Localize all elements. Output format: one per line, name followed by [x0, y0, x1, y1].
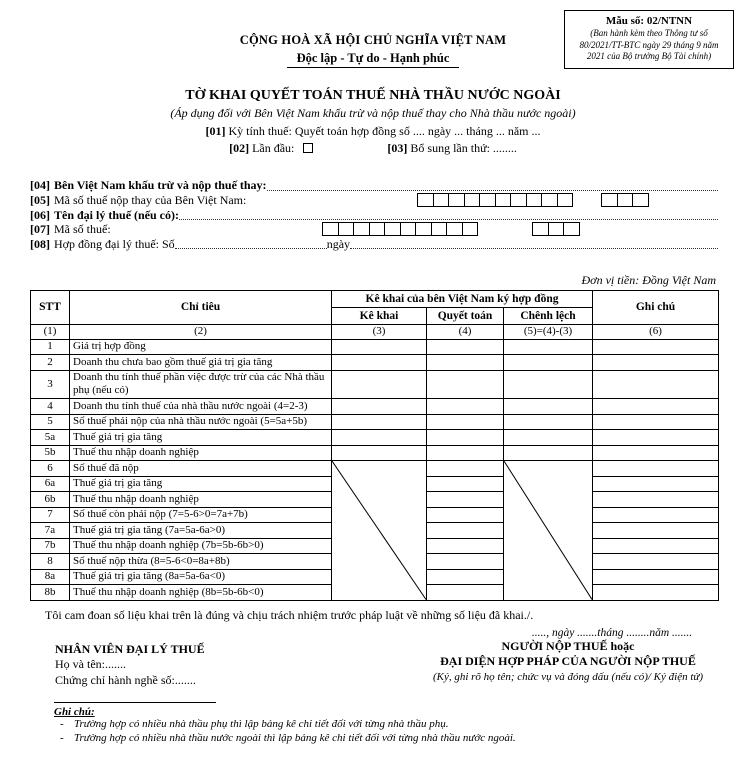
- declaration-table: [30, 290, 719, 601]
- difference-cell: [504, 445, 593, 461]
- col-num: (1): [31, 324, 70, 339]
- finalized-cell: [427, 538, 504, 554]
- tax-id-boxes-main[interactable]: [418, 193, 573, 207]
- tax-id-digit-box[interactable]: [495, 193, 512, 207]
- finalized-cell: [427, 370, 504, 399]
- declared-cell: [332, 339, 427, 355]
- tax-agent-signature-block: [0, 642, 330, 689]
- tax-id-digit-box[interactable]: [322, 222, 339, 236]
- criteria-cell: Doanh thu chưa bao gồm thuế giá trị gia tăng: [70, 355, 332, 371]
- field-05-row: [30, 193, 718, 208]
- tax-id-digit-box[interactable]: [384, 222, 401, 236]
- bullet-dash: -: [60, 718, 64, 731]
- substitute-tax-id-label: Mã số thuế nộp thay của Bên Việt Nam:: [54, 192, 247, 207]
- stt-cell: 6b: [31, 492, 70, 508]
- supplement-group: [387, 141, 517, 156]
- supplement-value[interactable]: ........: [492, 141, 517, 155]
- notes-cell: [593, 445, 719, 461]
- criteria-cell: Thuế giá trị gia tăng: [70, 476, 332, 492]
- criteria-cell: Doanh thu tính thuế phần việc được trừ của các Nhà thầu phụ (nếu có): [70, 370, 332, 399]
- tax-id-digit-box[interactable]: [369, 222, 386, 236]
- criteria-cell: Thuế thu nhập doanh nghiệp: [70, 445, 332, 461]
- table-row: [31, 370, 719, 399]
- diagonal-line: [504, 461, 592, 600]
- field-02-number: [02]: [229, 141, 250, 155]
- header-criteria: Chỉ tiêu: [70, 290, 332, 324]
- finalized-cell: [427, 355, 504, 371]
- tax-id-digit-box[interactable]: [526, 193, 543, 207]
- difference-cell: [504, 370, 593, 399]
- footnote-section: [54, 702, 746, 745]
- header-notes: Ghi chú: [593, 290, 719, 324]
- diagonal-strike-cell: [332, 461, 427, 601]
- stt-cell: 2: [31, 355, 70, 371]
- difference-cell: [504, 355, 593, 371]
- criteria-cell: Doanh thu tính thuế của nhà thầu nước ngoài (4=2-3): [70, 399, 332, 415]
- notes-cell: [593, 355, 719, 371]
- legal-representative-title: ĐẠI DIỆN HỢP PHÁP CỦA NGƯỜI NỘP THUẾ: [440, 653, 696, 668]
- table-row: [31, 339, 719, 355]
- footnote-divider: [54, 702, 216, 703]
- stt-cell: 7: [31, 507, 70, 523]
- criteria-cell: Thuế thu nhập doanh nghiệp (8b=5b-6b<0): [70, 585, 332, 601]
- footnote-text: Trường hợp có nhiều nhà thầu nước ngoài thì lập bảng kê chi tiết đối với từng nhà thầu nước ngoài.: [74, 731, 516, 744]
- criteria-cell: Thuế thu nhập doanh nghiệp: [70, 492, 332, 508]
- finalized-cell: [427, 507, 504, 523]
- supplement-label: Bổ sung lần thứ:: [410, 141, 490, 155]
- stt-cell: 8a: [31, 569, 70, 585]
- difference-cell: [504, 399, 593, 415]
- table-row: [31, 414, 719, 430]
- col-num: (3): [332, 324, 427, 339]
- contract-date-label: ngày: [326, 236, 351, 251]
- declared-cell: [332, 414, 427, 430]
- signing-instruction: (Ký, ghi rõ họ tên; chức vụ và đóng dấu (nếu có)/ Ký điện tử): [432, 670, 704, 683]
- header-declared: Kê khai: [332, 307, 427, 324]
- difference-cell: [504, 339, 593, 355]
- criteria-cell: Thuế giá trị gia tăng (8a=5a-6a<0): [70, 569, 332, 585]
- col-num: (5)=(4)-(3): [504, 324, 593, 339]
- form-subtitle: (Áp dụng đối với Bên Việt Nam khấu trừ và nộp thuế thay cho Nhà thầu nước ngoài): [170, 106, 576, 120]
- table-row: [31, 430, 719, 446]
- notes-cell: [593, 370, 719, 399]
- header-finalized: Quyết toán: [427, 307, 504, 324]
- tax-id-digit-box[interactable]: [532, 222, 549, 236]
- footnote-item: [54, 718, 746, 732]
- stt-cell: 8b: [31, 585, 70, 601]
- footnote-title: Ghi chú:: [54, 706, 95, 719]
- agent-tax-id-boxes-branch[interactable]: [533, 222, 580, 236]
- tax-id-digit-box[interactable]: [448, 193, 465, 207]
- first-time-group: [229, 141, 313, 156]
- commitment-statement: Tôi cam đoan số liệu khai trên là đúng và chịu trách nhiệm trước pháp luật về những số liệu đã khai./.: [45, 607, 534, 622]
- field-01-number: [01]: [205, 124, 226, 138]
- vietnam-party-blank[interactable]: [267, 190, 718, 191]
- stt-cell: 5a: [31, 430, 70, 446]
- declared-cell: [332, 355, 427, 371]
- stt-cell: 6a: [31, 476, 70, 492]
- tax-id-boxes-branch[interactable]: [602, 193, 649, 207]
- footnote-text: Trường hợp có nhiều nhà thầu phụ thì lập bảng kê chi tiết đối với từng nhà thầu phụ.: [74, 718, 449, 731]
- notes-cell: [593, 414, 719, 430]
- finalized-cell: [427, 399, 504, 415]
- tax-id-digit-box[interactable]: [431, 222, 448, 236]
- tax-id-digit-box[interactable]: [464, 193, 481, 207]
- tax-id-digit-box[interactable]: [338, 222, 355, 236]
- taxpayer-title: NGƯỜI NỘP THUẾ hoặc: [501, 638, 635, 653]
- field-04-row: [30, 178, 718, 193]
- tax-id-digit-box[interactable]: [617, 193, 634, 207]
- finalized-cell: [427, 339, 504, 355]
- col-num: (6): [593, 324, 719, 339]
- header-row-1: [31, 290, 719, 307]
- field-08-row: [30, 236, 718, 251]
- declared-cell: [332, 399, 427, 415]
- notes-cell: [593, 538, 719, 554]
- tax-id-digit-box[interactable]: [446, 222, 463, 236]
- col-num: (4): [427, 324, 504, 339]
- stt-cell: 1: [31, 339, 70, 355]
- declared-cell: [332, 370, 427, 399]
- criteria-cell: Số thuế nộp thừa (8=5-6<0=8a+8b): [70, 554, 332, 570]
- criteria-cell: Số thuế phải nộp của nhà thầu nước ngoài (5=5a+5b): [70, 414, 332, 430]
- notes-cell: [593, 569, 719, 585]
- finalized-cell: [427, 414, 504, 430]
- taxpayer-signature-block: [402, 627, 734, 689]
- finalized-cell: [427, 523, 504, 539]
- field-03-number: [03]: [387, 141, 408, 155]
- bullet-dash: -: [60, 731, 64, 744]
- tax-id-digit-box[interactable]: [400, 222, 417, 236]
- staff-name-line[interactable]: Họ và tên:.......: [55, 657, 126, 672]
- tax-id-digit-box[interactable]: [632, 193, 649, 207]
- field-07-number: [07]: [30, 222, 50, 237]
- finalized-cell: [427, 476, 504, 492]
- tax-agent-name-label: Tên đại lý thuế (nếu có):: [54, 207, 180, 222]
- criteria-cell: Thuế giá trị gia tăng (7a=5a-6a>0): [70, 523, 332, 539]
- criteria-cell: Số thuế đã nộp: [70, 461, 332, 477]
- tax-id-digit-box[interactable]: [541, 193, 558, 207]
- tax-id-digit-box[interactable]: [563, 222, 580, 236]
- diagonal-line: [332, 461, 426, 600]
- notes-cell: [593, 492, 719, 508]
- notes-cell: [593, 523, 719, 539]
- notes-cell: [593, 585, 719, 601]
- tax-id-digit-box[interactable]: [433, 193, 450, 207]
- agent-tax-id-label: Mã số thuế:: [54, 222, 111, 237]
- notes-cell: [593, 476, 719, 492]
- tax-id-digit-box[interactable]: [510, 193, 527, 207]
- tax-id-digit-box[interactable]: [462, 222, 479, 236]
- field-05-number: [05]: [30, 192, 50, 207]
- tax-id-digit-box[interactable]: [548, 222, 565, 236]
- table-row: [31, 355, 719, 371]
- difference-cell: [504, 430, 593, 446]
- tax-agent-name-blank[interactable]: [179, 219, 718, 220]
- criteria-cell: Thuế thu nhập doanh nghiệp (7b=5b-6b>0): [70, 538, 332, 554]
- header-difference: Chênh lệch: [504, 307, 593, 324]
- vietnam-party-label: Bên Việt Nam khấu trừ và nộp thuế thay:: [54, 178, 267, 193]
- form-title: TỜ KHAI QUYẾT TOÁN THUẾ NHÀ THẦU NƯỚC NGOÀI: [185, 88, 561, 103]
- finalized-cell: [427, 461, 504, 477]
- stt-cell: 4: [31, 399, 70, 415]
- criteria-cell: Số thuế còn phải nộp (7=5-6>0=7a+7b): [70, 507, 332, 523]
- footnote-item: [54, 732, 746, 746]
- table-row: [31, 461, 719, 477]
- tax-period-line: [0, 124, 746, 139]
- tax-id-digit-box[interactable]: [601, 193, 618, 207]
- col-num: (2): [70, 324, 332, 339]
- first-time-label: Lần đầu:: [252, 141, 295, 155]
- tax-id-digit-box[interactable]: [415, 222, 432, 236]
- agent-tax-id-boxes-main[interactable]: [323, 222, 478, 236]
- finalized-cell: [427, 445, 504, 461]
- declared-cell: [332, 430, 427, 446]
- stt-cell: 6: [31, 461, 70, 477]
- field-07-row: [30, 222, 718, 237]
- notes-cell: [593, 461, 719, 477]
- currency-unit-note: Đơn vị tiền: Đồng Việt Nam: [581, 272, 716, 287]
- taxpayer-fields: [30, 178, 718, 251]
- tax-period-label: Kỳ tính thuế:: [228, 124, 292, 138]
- notes-cell: [593, 399, 719, 415]
- national-motto: Độc lập - Tự do - Hạnh phúc: [287, 50, 460, 68]
- notes-cell: [593, 339, 719, 355]
- notes-cell: [593, 554, 719, 570]
- field-08-number: [08]: [30, 236, 50, 251]
- stt-cell: 5b: [31, 445, 70, 461]
- issuance-note: (Ban hành kèm theo Thông tư số 80/2021/TT-BTC ngày 29 tháng 9 năm 2021 của Bộ trưởng Bộ Tài chính): [579, 28, 719, 62]
- stt-cell: 8: [31, 554, 70, 570]
- first-time-checkbox[interactable]: [303, 143, 313, 153]
- staff-cert-line[interactable]: Chứng chỉ hành nghề số:.......: [55, 672, 196, 687]
- agent-contract-label: Hợp đồng đại lý thuế: Số: [54, 236, 175, 251]
- tax-id-digit-box[interactable]: [417, 193, 434, 207]
- column-number-row: [31, 324, 719, 339]
- declaration-type-line: [0, 141, 746, 156]
- form-number: Mẫu số: 02/NTNN: [605, 15, 693, 27]
- signature-section: [0, 627, 746, 689]
- tax-id-digit-box[interactable]: [353, 222, 370, 236]
- header-stt: STT: [31, 290, 70, 324]
- finalized-cell: [427, 554, 504, 570]
- tax-agent-staff-title: NHÂN VIÊN ĐẠI LÝ THUẾ: [55, 641, 205, 656]
- tax-id-digit-box[interactable]: [557, 193, 574, 207]
- diagonal-strike-cell: [504, 461, 593, 601]
- difference-cell: [504, 414, 593, 430]
- tax-period-value[interactable]: Quyết toán hợp đồng số .... ngày ... tháng ... năm ...: [294, 124, 541, 138]
- field-06-number: [06]: [30, 207, 50, 222]
- stt-cell: 5: [31, 414, 70, 430]
- stt-cell: 3: [31, 370, 70, 399]
- national-title: CỘNG HOÀ XÃ HỘI CHỦ NGHĨA VIỆT NAM: [239, 33, 507, 47]
- finalized-cell: [427, 569, 504, 585]
- finalized-cell: [427, 585, 504, 601]
- field-06-row: [30, 207, 718, 222]
- stt-cell: 7a: [31, 523, 70, 539]
- table-row: [31, 445, 719, 461]
- contract-number-blank[interactable]: [175, 248, 327, 249]
- table-row: [31, 399, 719, 415]
- tax-id-digit-box[interactable]: [479, 193, 496, 207]
- criteria-cell: Thuế giá trị gia tăng: [70, 430, 332, 446]
- field-04-number: [04]: [30, 178, 50, 193]
- national-header: [0, 33, 746, 68]
- stt-cell: 7b: [31, 538, 70, 554]
- header-group: Kê khai của bên Việt Nam ký hợp đồng: [332, 290, 593, 307]
- declared-cell: [332, 445, 427, 461]
- finalized-cell: [427, 430, 504, 446]
- notes-cell: [593, 430, 719, 446]
- finalized-cell: [427, 492, 504, 508]
- notes-cell: [593, 507, 719, 523]
- criteria-cell: Giá trị hợp đồng: [70, 339, 332, 355]
- signature-date-line[interactable]: ....., ngày .......tháng ........năm .......: [531, 626, 693, 639]
- contract-date-blank[interactable]: [350, 248, 718, 249]
